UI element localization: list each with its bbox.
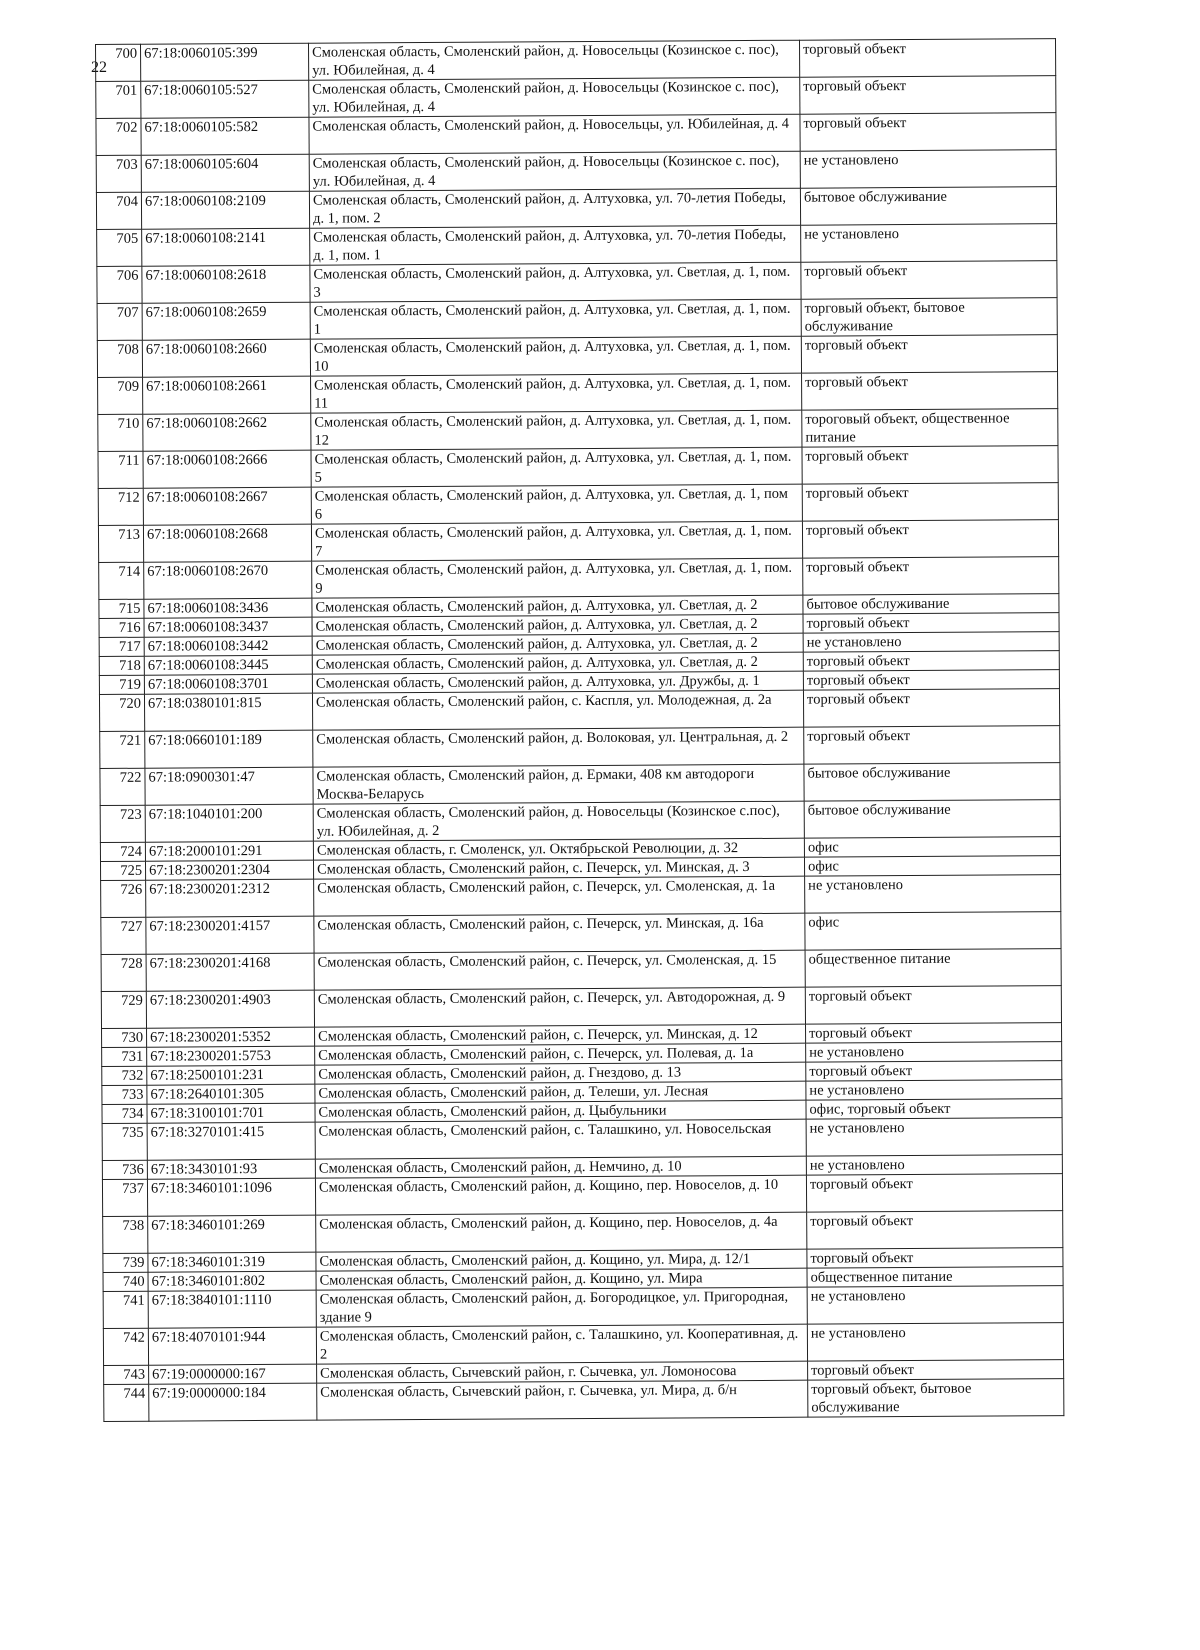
address: Смоленская область, Смоленский район, с. Талашкино, ул. Кооперативная, д. 2 — [316, 1324, 807, 1364]
table-row — [101, 912, 1061, 955]
object-type: торговый объект — [799, 39, 1055, 78]
object-type: торговый объект — [804, 726, 1060, 765]
object-type: не установлено — [806, 1118, 1062, 1157]
address: Смоленская область, Смоленский район, д. Алтуховка, ул. Светлая, д. 1, пом. 5 — [311, 447, 802, 487]
address: Смоленская область, Смоленский район, д. Богородицкое, ул. Пригородная, здание 9 — [316, 1287, 807, 1327]
cadastral-number: 67:19:0000000:167 — [149, 1364, 317, 1384]
object-type: общественное питание — [807, 1267, 1063, 1288]
table-row — [97, 335, 1057, 378]
address: Смоленская область, Смоленский район, д. Алтуховка, ул. Светлая, д. 1, пом. 10 — [310, 336, 801, 376]
row-number: 713 — [98, 525, 143, 562]
address: Смоленская область, Смоленский район, д. Новосельцы (Козинское с. пос), ул. Юбилейная, д. 4 — [308, 40, 799, 80]
cadastral-number: 67:18:0060108:3436 — [144, 598, 312, 618]
row-number: 701 — [96, 81, 141, 118]
address: Смоленская область, г. Смоленск, ул. Октябрьской Революции, д. 32 — [313, 838, 804, 860]
object-type: не установлено — [800, 150, 1056, 189]
cadastral-number: 67:18:0380101:815 — [144, 693, 312, 731]
table-row — [96, 150, 1056, 193]
cadastral-number: 67:18:3430101:93 — [147, 1159, 315, 1179]
cadastral-number: 67:18:2300201:5352 — [147, 1027, 315, 1047]
row-number: 710 — [98, 414, 143, 451]
table-row — [96, 187, 1056, 230]
object-type: не установлено — [807, 1286, 1063, 1325]
address: Смоленская область, Смоленский район, д. Волоковая, ул. Центральная, д. 2 — [313, 727, 804, 767]
address: Смоленская область, Смоленский район, д. Алтуховка, ул. 70-летия Победы, д. 1, пом. 1 — [310, 225, 801, 265]
address: Смоленская область, Смоленский район, д. Алтуховка, ул. Светлая, д. 1, пом 6 — [311, 484, 802, 524]
object-type: бытовое обслуживание — [804, 800, 1060, 839]
object-type: торговый объект — [800, 76, 1056, 115]
address: Смоленская область, Смоленский район, д. Алтуховка, ул. Светлая, д. 1, пом. 1 — [310, 299, 801, 339]
table-row — [98, 372, 1058, 415]
row-number: 723 — [100, 805, 145, 842]
address: Смоленская область, Смоленский район, д. Алтуховка, ул. 70-летия Победы, д. 1, пом. 2 — [309, 188, 800, 228]
cadastral-number: 67:18:2300201:5753 — [147, 1046, 315, 1066]
address: Смоленская область, Смоленский район, д. Алтуховка, ул. Светлая, д. 2 — [312, 595, 803, 617]
cadastral-number: 67:18:2640101:305 — [147, 1084, 315, 1104]
row-number: 707 — [97, 303, 142, 340]
address: Смоленская область, Смоленский район, д. Алтуховка, ул. Светлая, д. 1, пом. 7 — [311, 521, 802, 561]
table-row — [96, 113, 1056, 156]
cadastral-number: 67:18:0060108:2659 — [142, 302, 310, 340]
row-number: 725 — [100, 861, 145, 880]
cadastral-number: 67:18:3460101:802 — [148, 1271, 316, 1291]
object-type: офис — [804, 856, 1060, 877]
object-type: торговый объект — [806, 1023, 1062, 1044]
row-number: 720 — [99, 694, 144, 731]
address: Смоленская область, Смоленский район, с. Печерск, ул. Смоленская, д. 1а — [314, 876, 805, 916]
cadastral-number: 67:18:3460101:319 — [148, 1252, 316, 1272]
address: Смоленская область, Смоленский район, д. Алтуховка, ул. Светлая, д. 2 — [312, 633, 803, 655]
table-row — [103, 1323, 1063, 1366]
object-type: не установлено — [805, 875, 1061, 914]
row-number: 717 — [99, 637, 144, 656]
object-type: торговый объект — [802, 520, 1058, 559]
object-type: бытовое обслуживание — [804, 763, 1060, 802]
registry-body — [96, 39, 1064, 1422]
row-number: 736 — [102, 1160, 147, 1179]
row-number: 712 — [98, 488, 143, 525]
cadastral-number: 67:18:3460101:269 — [148, 1215, 316, 1253]
table-row — [101, 949, 1061, 992]
table-row — [100, 763, 1060, 806]
table-row — [97, 224, 1057, 267]
cadastral-number: 67:18:2300201:4157 — [146, 916, 314, 954]
row-number: 715 — [99, 599, 144, 618]
row-number: 708 — [97, 340, 142, 377]
cadastral-number: 67:18:0060108:2668 — [143, 524, 311, 562]
table-row — [100, 726, 1060, 769]
address: Смоленская область, Смоленский район, с. Печерск, ул. Минская, д. 12 — [315, 1024, 806, 1046]
cadastral-number: 67:18:3100101:701 — [147, 1103, 315, 1123]
table-row — [98, 483, 1058, 526]
table-row — [98, 446, 1058, 489]
object-type: торговый объект — [803, 689, 1059, 728]
object-type: не установлено — [807, 1323, 1063, 1362]
cadastral-number: 67:18:2500101:231 — [147, 1065, 315, 1085]
cadastral-number: 67:18:0660101:189 — [145, 730, 313, 768]
table-row — [98, 409, 1058, 452]
row-number: 738 — [103, 1216, 148, 1253]
object-type: торговый объект — [803, 651, 1059, 672]
row-number: 740 — [103, 1272, 148, 1291]
cadastral-number: 67:18:2300201:4168 — [146, 953, 314, 991]
cadastral-number: 67:18:2300201:2312 — [146, 879, 314, 917]
address: Смоленская область, Смоленский район, д. Алтуховка, ул. Светлая, д. 2 — [312, 614, 803, 636]
row-number: 728 — [101, 954, 146, 991]
address: Смоленская область, Смоленский район, с. Талашкино, ул. Новосельская — [315, 1119, 806, 1159]
address: Смоленская область, Смоленский район, с. Печерск, ул. Минская, д. 3 — [313, 857, 804, 879]
table-row — [103, 1211, 1063, 1254]
object-type: бытовое обслуживание — [803, 594, 1059, 615]
table-row — [96, 39, 1056, 82]
object-type: офис — [804, 837, 1060, 858]
address: Смоленская область, Смоленский район, д. Ермаки, 408 км автодороги Москва-Беларусь — [313, 764, 804, 804]
row-number: 741 — [103, 1291, 148, 1328]
table-row — [103, 1286, 1063, 1329]
object-type: торговый объект, бытовое обслуживание — [808, 1379, 1064, 1418]
address: Смоленская область, Смоленский район, с. Печерск, ул. Полевая, д. 1а — [315, 1043, 806, 1065]
table-row — [99, 557, 1059, 600]
cadastral-number: 67:18:2300201:4903 — [146, 990, 314, 1028]
address: Смоленская область, Смоленский район, д. Алтуховка, ул. Светлая, д. 1, пом. 3 — [310, 262, 801, 302]
object-type: торговый объект — [802, 446, 1058, 485]
object-type: не установлено — [806, 1080, 1062, 1101]
object-type: торговый объект — [802, 372, 1058, 411]
object-type: не установлено — [806, 1042, 1062, 1063]
address: Смоленская область, Смоленский район, д. Алтуховка, ул. Светлая, д. 1, пом. 9 — [312, 558, 803, 598]
row-number: 709 — [98, 377, 143, 414]
cadastral-number: 67:18:0060105:527 — [141, 80, 309, 118]
cadastral-number: 67:18:0060108:2667 — [143, 487, 311, 525]
address: Смоленская область, Смоленский район, д. Кощино, ул. Мира, д. 12/1 — [316, 1249, 807, 1271]
address: Смоленская область, Смоленский район, д. Алтуховка, ул. Светлая, д. 2 — [312, 652, 803, 674]
address: Смоленская область, Смоленский район, д. Телеши, ул. Лесная — [315, 1081, 806, 1103]
cadastral-number: 67:18:0060105:604 — [141, 154, 309, 192]
table-row — [98, 520, 1058, 563]
row-number: 727 — [101, 917, 146, 954]
object-type: торговый объект — [806, 1174, 1062, 1213]
table-row — [99, 689, 1059, 732]
row-number: 724 — [100, 842, 145, 861]
table-row — [102, 1174, 1062, 1217]
table-row — [102, 1118, 1062, 1161]
row-number: 706 — [97, 266, 142, 303]
page-number: 22 — [91, 59, 107, 76]
address: Смоленская область, Смоленский район, д. Гнездово, д. 13 — [315, 1062, 806, 1084]
row-number: 735 — [102, 1123, 147, 1160]
row-number: 733 — [102, 1085, 147, 1104]
cadastral-number: 67:18:0060108:3437 — [144, 617, 312, 637]
address: Смоленская область, Смоленский район, д. Новосельцы (Козинское с. пос), ул. Юбилейная, д. 4 — [309, 151, 800, 191]
cadastral-number: 67:18:0060108:3445 — [144, 655, 312, 675]
object-type: не установлено — [801, 224, 1057, 263]
cadastral-number: 67:18:0060108:3701 — [144, 674, 312, 694]
cadastral-number: 67:18:3270101:415 — [147, 1122, 315, 1160]
cadastral-number: 67:18:0060108:2109 — [141, 191, 309, 229]
address: Смоленская область, Смоленский район, с. Печерск, ул. Смоленская, д. 15 — [314, 950, 805, 990]
cadastral-number: 67:18:2300201:2304 — [145, 860, 313, 880]
cadastral-number: 67:19:0000000:184 — [149, 1383, 317, 1421]
object-type: торговый объект — [802, 483, 1058, 522]
object-type: торговый объект — [801, 335, 1057, 374]
object-type: не установлено — [806, 1155, 1062, 1176]
object-type: бытовое обслуживание — [800, 187, 1056, 226]
cadastral-number: 67:18:1040101:200 — [145, 804, 313, 842]
table-row — [101, 986, 1061, 1029]
row-number: 737 — [102, 1179, 147, 1216]
row-number: 742 — [103, 1328, 148, 1365]
address: Смоленская область, Смоленский район, с. Каспля, ул. Молодежная, д. 2а — [312, 690, 803, 730]
row-number: 700 — [96, 44, 141, 81]
address: Смоленская область, Смоленский район, д. Кощино, ул. Мира — [316, 1268, 807, 1290]
row-number: 743 — [104, 1365, 149, 1384]
address: Смоленская область, Смоленский район, д. Новосельцы (Козинское с.пос), ул. Юбилейная, д. 2 — [313, 801, 804, 841]
address: Смоленская область, Смоленский район, д. Алтуховка, ул. Дружбы, д. 1 — [312, 671, 803, 693]
address: Смоленская область, Смоленский район, д. Алтуховка, ул. Светлая, д. 1, пом. 12 — [311, 410, 802, 450]
cadastral-number: 67:18:0060108:3442 — [144, 636, 312, 656]
address: Смоленская область, Сычевский район, г. Сычевка, ул. Мира, д. б/н — [317, 1380, 808, 1420]
row-number: 729 — [101, 991, 146, 1028]
object-type: торговый объект, бытовое обслуживание — [801, 298, 1057, 337]
row-number: 721 — [100, 731, 145, 768]
row-number: 702 — [96, 118, 141, 155]
object-type: торговый объект — [808, 1360, 1064, 1381]
registry-sheet — [95, 38, 1063, 1422]
object-type: торговый объект — [805, 986, 1061, 1025]
address: Смоленская область, Сычевский район, г. Сычевка, ул. Ломоносова — [317, 1361, 808, 1383]
row-number: 730 — [102, 1028, 147, 1047]
object-type: торговый объект — [803, 613, 1059, 634]
row-number: 705 — [97, 229, 142, 266]
address: Смоленская область, Смоленский район, д. Алтуховка, ул. Светлая, д. 1, пом. 11 — [311, 373, 802, 413]
registry-table — [95, 38, 1064, 1422]
object-type: торговый объект — [807, 1211, 1063, 1250]
address: Смоленская область, Смоленский район, д. Новосельцы, ул. Юбилейная, д. 4 — [309, 114, 800, 154]
cadastral-number: 67:18:0060108:2618 — [142, 265, 310, 303]
cadastral-number: 67:18:0060108:2670 — [144, 561, 312, 599]
cadastral-number: 67:18:0060108:2662 — [143, 413, 311, 451]
row-number: 718 — [99, 656, 144, 675]
row-number: 716 — [99, 618, 144, 637]
address: Смоленская область, Смоленский район, д. Новосельцы (Козинское с. пос), ул. Юбилейная, д. 4 — [309, 77, 800, 117]
cadastral-number: 67:18:2000101:291 — [145, 841, 313, 861]
object-type: торговый объект — [806, 1061, 1062, 1082]
cadastral-number: 67:18:0060108:2660 — [142, 339, 310, 377]
cadastral-number: 67:18:3840101:1110 — [148, 1290, 316, 1328]
address: Смоленская область, Смоленский район, д. Немчино, д. 10 — [315, 1156, 806, 1178]
table-row — [100, 800, 1060, 843]
cadastral-number: 67:18:3460101:1096 — [147, 1178, 315, 1216]
table-row — [104, 1379, 1064, 1422]
row-number: 704 — [96, 192, 141, 229]
row-number: 722 — [100, 768, 145, 805]
object-type: торговый объект — [803, 557, 1059, 596]
row-number: 731 — [102, 1047, 147, 1066]
object-type: торговый объект — [803, 670, 1059, 691]
cadastral-number: 67:18:0900301:47 — [145, 767, 313, 805]
address: Смоленская область, Смоленский район, с. Печерск, ул. Автодорожная, д. 9 — [314, 987, 805, 1027]
row-number: 744 — [104, 1384, 149, 1421]
row-number: 734 — [102, 1104, 147, 1123]
row-number: 732 — [102, 1066, 147, 1085]
object-type: офис, торговый объект — [806, 1099, 1062, 1120]
row-number: 739 — [103, 1253, 148, 1272]
object-type: торговый объект — [801, 261, 1057, 300]
object-type: не установлено — [803, 632, 1059, 653]
row-number: 719 — [99, 675, 144, 694]
table-row — [97, 261, 1057, 304]
object-type: тороговый объект, общественное питание — [802, 409, 1058, 448]
cadastral-number: 67:18:0060105:399 — [141, 43, 309, 81]
object-type: офис — [805, 912, 1061, 951]
cadastral-number: 67:18:0060105:582 — [141, 117, 309, 155]
cadastral-number: 67:18:0060108:2141 — [142, 228, 310, 266]
object-type: торговый объект — [807, 1248, 1063, 1269]
object-type: общественное питание — [805, 949, 1061, 988]
row-number: 714 — [99, 562, 144, 599]
row-number: 726 — [101, 880, 146, 917]
address: Смоленская область, Смоленский район, с. Печерск, ул. Минская, д. 16а — [314, 913, 805, 953]
table-row — [97, 298, 1057, 341]
address: Смоленская область, Смоленский район, д. Кощино, пер. Новоселов, д. 4а — [316, 1212, 807, 1252]
address: Смоленская область, Смоленский район, д. Кощино, пер. Новоселов, д. 10 — [315, 1175, 806, 1215]
object-type: торговый объект — [800, 113, 1056, 152]
table-row — [101, 875, 1061, 918]
address: Смоленская область, Смоленский район, д. Цыбульники — [315, 1100, 806, 1122]
row-number: 703 — [96, 155, 141, 192]
row-number: 711 — [98, 451, 143, 488]
cadastral-number: 67:18:4070101:944 — [148, 1327, 316, 1365]
cadastral-number: 67:18:0060108:2666 — [143, 450, 311, 488]
table-row — [96, 76, 1056, 119]
cadastral-number: 67:18:0060108:2661 — [143, 376, 311, 414]
